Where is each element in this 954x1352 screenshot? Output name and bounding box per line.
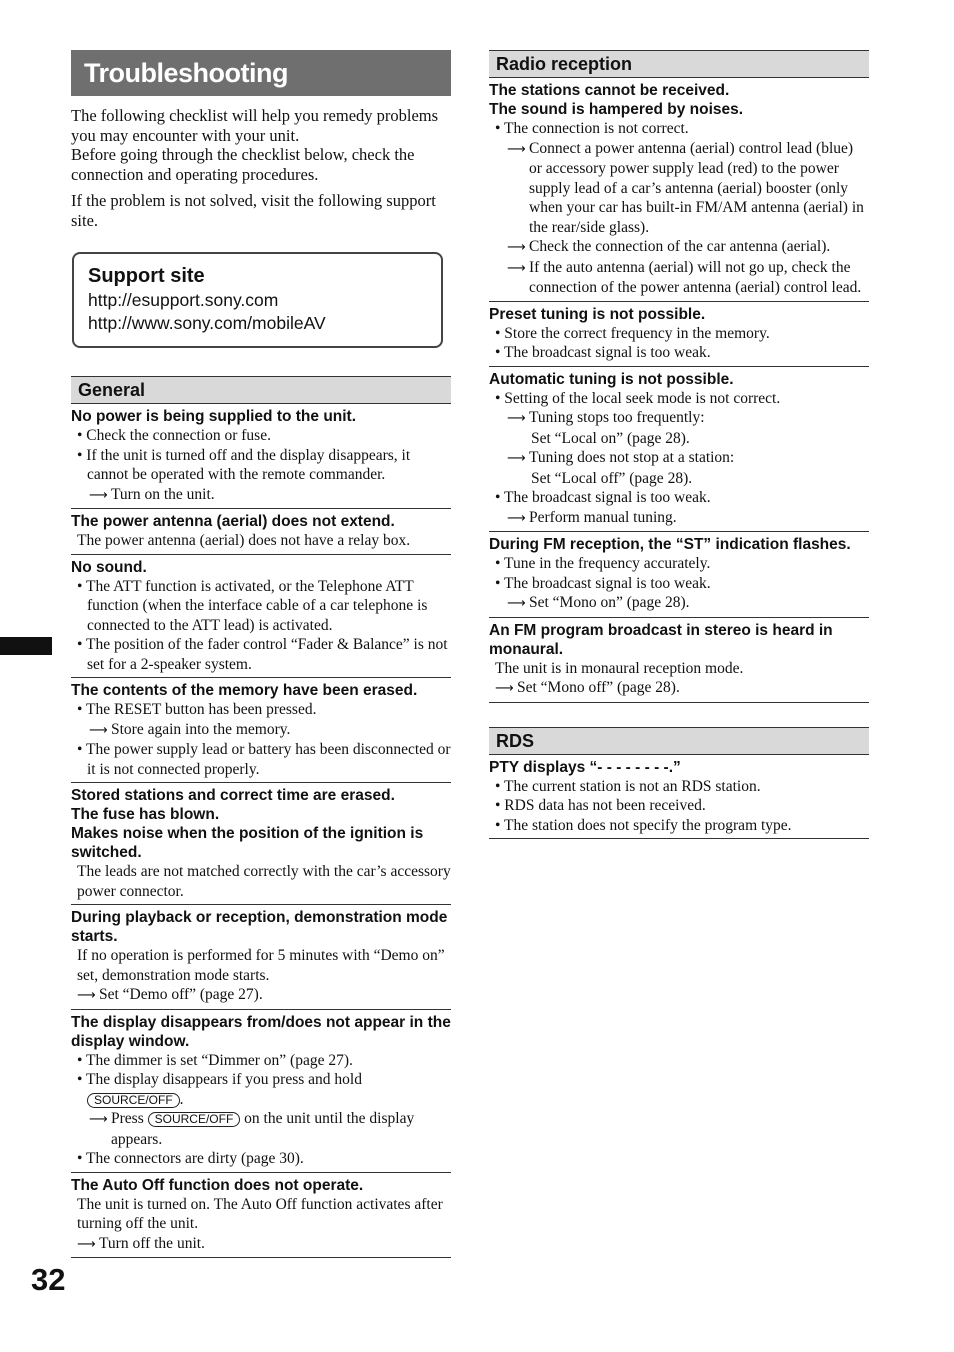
section-heading-general: General (71, 376, 451, 404)
issue-remedy: ⟶ Press SOURCE/OFF on the unit until the display appears. (89, 1110, 415, 1148)
issue-question: The contents of the memory have been erased. (71, 682, 418, 699)
issue-bullet: • The connection is not correct. (495, 120, 689, 137)
issue-bullet: • The broadcast signal is too weak. (495, 489, 711, 506)
arrow-right-icon: ⟶ (495, 681, 514, 696)
issue-no-sound (71, 555, 451, 679)
issue-bullet: • The dimmer is set “Dimmer on” (page 27). (77, 1051, 353, 1069)
source-off-button-label: SOURCE/OFF (87, 1093, 180, 1108)
arrow-right-icon: ⟶ (507, 510, 526, 526)
issue-memory-erased (71, 678, 451, 783)
issue-bullet: • The station does not specify the program type. (495, 816, 792, 834)
issue-automatic-tuning (489, 367, 869, 533)
issue-bullet: • The position of the fader control “Fader & Balance” is not set for a 2-speaker system. (77, 636, 448, 673)
arrow-right-icon: ⟶ (507, 260, 526, 276)
issue-remedy: ⟶ Check the connection of the car antenna (aerial). (489, 237, 869, 258)
issue-question: An FM program broadcast in stereo is heard in monaural. (489, 621, 833, 658)
issue-remedy: ⟶ Turn off the unit. (71, 1234, 451, 1255)
issue-question: Automatic tuning is not possible. (489, 370, 734, 388)
issue-question: No sound. (71, 558, 147, 576)
issue-bullet: • The RESET button has been pressed. (77, 701, 317, 718)
arrow-right-icon: ⟶ (507, 596, 526, 611)
issue-bullet: • The current station is not an RDS station. (495, 777, 761, 795)
issue-bullet: • Store the correct frequency in the memory. (495, 324, 770, 342)
issue-bullet: • Tune in the frequency accurately. (495, 555, 711, 572)
intro-text-2: If the problem is not solved, visit the following support site. (71, 191, 436, 230)
issue-bullet: • Setting of the local seek mode is not correct. (495, 389, 781, 407)
issue-remedy: ⟶ Set “Mono off” (page 28). (489, 678, 869, 699)
issue-remedy: ⟶ Turn on the unit. (71, 485, 451, 506)
left-column (71, 50, 451, 1258)
issue-remedy-detail: Set “Local on” (page 28). (531, 429, 690, 447)
issue-question: The fuse has blown. (71, 806, 220, 823)
issue-remedy: ⟶ If the auto antenna (aerial) will not go up, check the connection of the power antenna (aerial) control lead. (507, 258, 862, 296)
issue-bullet: • The broadcast signal is too weak. (495, 344, 711, 361)
arrow-right-icon: ⟶ (507, 141, 526, 157)
issue-antenna (71, 509, 451, 555)
issue-stations-not-received (489, 78, 869, 302)
issue-text: The leads are not matched correctly with the car’s accessory power connector. (77, 863, 451, 900)
arrow-right-icon: ⟶ (89, 487, 108, 503)
issue-display-disappears (71, 1010, 451, 1173)
issue-bullet: • The power supply lead or battery has been disconnected or it is not connected properly. (77, 741, 451, 778)
support-url-1[interactable]: http://esupport.sony.com (88, 290, 279, 310)
support-title: Support site (88, 265, 205, 287)
issue-text: If no operation is performed for 5 minutes with “Demo on” set, demonstration mode starts. (77, 947, 445, 984)
issue-remedy: ⟶ Store again into the memory. (71, 720, 451, 741)
issue-remedy: ⟶ Tuning does not stop at a station: (489, 448, 869, 469)
issue-question: During playback or reception, demonstration mode starts. (71, 909, 448, 945)
issue-question: The stations cannot be received. (489, 82, 730, 99)
issue-question: Preset tuning is not possible. (489, 305, 706, 323)
issue-text: The unit is turned on. The Auto Off function activates after turning off the unit. (77, 1195, 443, 1232)
issue-auto-off (71, 1173, 451, 1259)
issue-question: Stored stations and correct time are erased. (71, 787, 395, 804)
issue-question: No power is being supplied to the unit. (71, 408, 357, 425)
page-side-tab (0, 637, 52, 655)
issue-no-power (71, 404, 451, 509)
issue-preset-tuning (489, 302, 869, 367)
arrow-right-icon: ⟶ (507, 451, 526, 466)
issue-bullet: • Check the connection or fuse. (77, 427, 271, 444)
issue-st-flashes (489, 532, 869, 618)
issue-question: During FM reception, the “ST” indication flashes. (489, 536, 851, 553)
issue-question: The sound is hampered by noises. (489, 101, 744, 118)
issue-remedy: ⟶ Perform manual tuning. (489, 508, 869, 529)
issue-text: The power antenna (aerial) does not have a relay box. (77, 532, 411, 549)
page-title: Troubleshooting (71, 50, 451, 96)
issue-stations-erased (71, 783, 451, 905)
issue-remedy: ⟶ Connect a power antenna (aerial) control lead (blue) or accessory power supply lead (red) to the power supply lead of a car’s antenna (aerial) booster (only when your car has built-in FM/AM antenna (aerial) in the rear/side glass). (507, 139, 864, 236)
issue-remedy: ⟶ Set “Mono on” (page 28). (489, 593, 869, 614)
arrow-right-icon: ⟶ (507, 411, 526, 426)
issue-bullet: • The connectors are dirty (page 30). (77, 1150, 304, 1167)
issue-question: The display disappears from/does not appear in the display window. (71, 1013, 451, 1050)
issue-text: The unit is in monaural reception mode. (495, 659, 744, 677)
issue-question: The power antenna (aerial) does not extend. (71, 513, 395, 530)
source-off-button-label: SOURCE/OFF (148, 1112, 241, 1127)
issue-bullet: • RDS data has not been received. (495, 797, 706, 814)
issue-pty-displays (489, 755, 869, 840)
issue-remedy-detail: Set “Local off” (page 28). (531, 469, 693, 487)
issue-monaural (489, 618, 869, 703)
arrow-right-icon: ⟶ (77, 1236, 96, 1252)
arrow-right-icon: ⟶ (77, 988, 96, 1003)
support-url-2[interactable]: http://www.sony.com/mobileAV (88, 313, 326, 333)
arrow-right-icon: ⟶ (507, 240, 526, 255)
issue-question: PTY displays “- - - - - - - -.” (489, 758, 681, 776)
issue-bullet: • If the unit is turned off and the display disappears, it cannot be operated with the remote commander. (77, 446, 411, 483)
arrow-right-icon: ⟶ (89, 1112, 108, 1127)
section-heading-rds: RDS (489, 727, 869, 755)
issue-bullet: • The display disappears if you press and hold SOURCE/OFF . (77, 1071, 362, 1108)
page-number: 32 (31, 1262, 66, 1297)
support-site-box (72, 252, 443, 348)
issue-question: The Auto Off function does not operate. (71, 1176, 364, 1194)
intro-text-1: The following checklist will help you remedy problems you may encounter with your unit. Before going through the checklist below, check the connection and operating procedures. (71, 106, 439, 184)
issue-remedy: ⟶ Set “Demo off” (page 27). (71, 985, 451, 1006)
issue-remedy: ⟶ Tuning stops too frequently: (489, 408, 869, 429)
issue-question: Makes noise when the position of the ignition is switched. (71, 825, 424, 861)
issue-bullet: • The broadcast signal is too weak. (495, 574, 711, 592)
issue-demo-mode (71, 905, 451, 1010)
section-heading-radio: Radio reception (489, 50, 869, 78)
right-column (489, 50, 869, 839)
issue-bullet: • The ATT function is activated, or the Telephone ATT function (when the interface cable of a car telephone is connected to the ATT lead) is activated. (77, 577, 428, 634)
arrow-right-icon: ⟶ (89, 722, 108, 738)
